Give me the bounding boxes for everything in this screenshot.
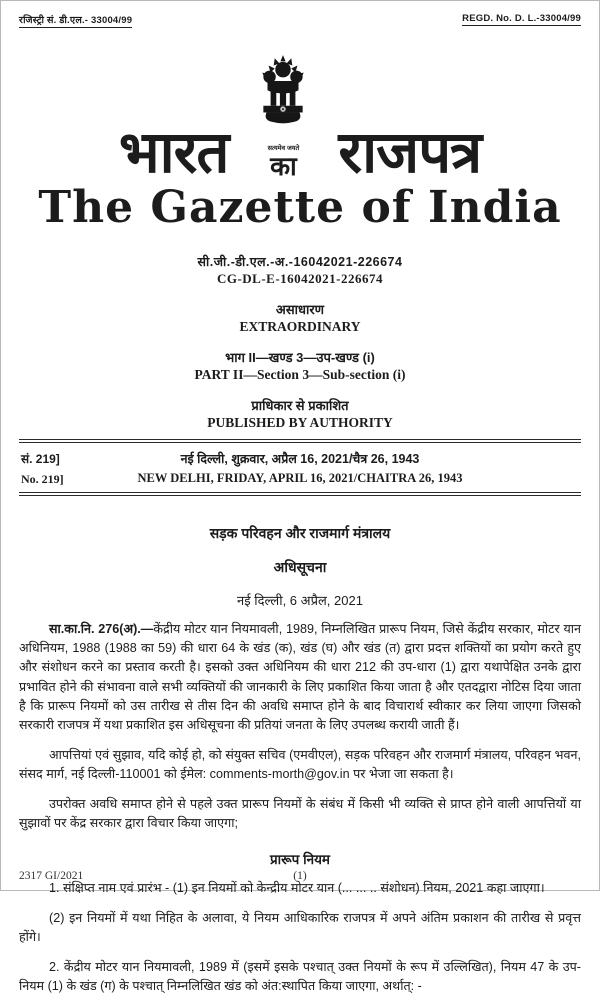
print-code: 2317 GI/2021	[19, 870, 84, 882]
issue-number-hindi: सं. 219]	[21, 452, 60, 467]
notification-heading: अधिसूचना	[273, 559, 327, 576]
paragraph-objections	[19, 746, 581, 784]
issue-number-english: No. 219]	[21, 472, 64, 487]
contact-email: comments-morth@gov.in	[209, 767, 350, 782]
masthead	[19, 54, 581, 186]
authority-english: PUBLISHED BY AUTHORITY	[207, 415, 393, 431]
page-footer	[19, 870, 581, 882]
objections-text-after: पर भेजा जा सकता है।	[349, 767, 454, 782]
paragraph-gsr-notice	[19, 620, 581, 735]
page-number: (1)	[293, 870, 307, 882]
registration-row	[19, 13, 581, 28]
national-emblem-icon	[252, 54, 314, 142]
gsr-notice-text: केंद्रीय मोटर यान नियमावली, 1989, निम्नलिखित प्रारूप नियम, जिसे केंद्रीय सरकार, मोटर यान अधिनियम, 1988 (1988 का 59) की धारा 64 के खंड (क), खंड (घ) और खंड (त) द्वारा प्रदत्त शक्तियों का प्रयोग करते हुए और संशोधन करने का प्रस्ताव करती है। इसको उक्त अधिनियम की धारा 212 की उप-धारा (1) द्वारा यथापेक्षित उनके द्वारा प्रभावित होने की संभावना वाले सभी व्यक्तियों की जानकारी के लिए प्रकाशित किया जाता है और एतदद्वारा नोटिस दिया जाता है कि प्रारूप नियमों को उस तारीख से तीस दिन की अवधि समाप्त होने के बाद विचारार्थ स्वीकार कर लिया जाएगा जिसको सरकारी राजपत्र में यथा प्रकाशित इस अधिसूचना की प्रतियां जनता के लिए उपलब्ध करायी जाती हैं।	[19, 622, 581, 732]
extraordinary-english: EXTRAORDINARY	[239, 319, 361, 335]
issue-date-hindi: नई दिल्ली, शुक्रवार, अप्रैल 16, 2021/चैत्र 26, 1943	[180, 452, 420, 467]
part-section-block	[19, 348, 581, 383]
gazette-code-block	[19, 253, 581, 287]
gazette-code-english: CG-DL-E-16042021-226674	[216, 271, 384, 287]
authority-hindi: प्राधिकार से प्रकाशित	[251, 398, 349, 414]
extraordinary-hindi: असाधारण	[275, 302, 325, 318]
issue-number-block	[21, 450, 64, 487]
gazette-title-english: The Gazette of India	[38, 182, 562, 233]
part-section-english: PART II—Section 3—Sub-section (i)	[194, 367, 406, 383]
separator-bottom	[19, 492, 581, 496]
rule-2: 2. केंद्रीय मोटर यान नियमावली, 1989 में (इसमें इसके पश्चात् उक्त नियमों के रूप में उल्लिखित), नियम 47 के उप-नियम (1) के खंड (ग) के पश्चात् निम्नलिखित खंड को अंत:स्थापित किया जाएगा, अर्थात्: -	[19, 960, 581, 994]
paragraph-consideration: उपरोक्त अवधि समाप्त होने से पहले उक्त प्रारूप नियमों के संबंध में किसी भी व्यक्ति से प्राप्त होने वाली आपत्तियों या सुझावों पर केंद्र सरकार द्वारा विचार किया जाएगा;	[19, 797, 581, 831]
part-section-hindi: भाग II—खण्ड 3—उप-खण्ड (i)	[225, 350, 375, 366]
authority-block	[19, 396, 581, 431]
ministry-heading: सड़क परिवहन और राजमार्ग मंत्रालय	[209, 525, 391, 542]
draft-rules-heading: प्रारूप नियम	[270, 851, 330, 867]
gazette-code-hindi: सी.जी.-डी.एल.-अ.-16042021-226674	[197, 255, 403, 270]
masthead-title-rajpatra: राजपत्र	[338, 117, 482, 186]
gsr-number: सा.का.नि. 276(अ).—	[49, 622, 154, 637]
emblem-motto: सत्यमेव जयते	[267, 145, 300, 152]
objections-text-before: आपत्तियां एवं सुझाव, यदि कोई हो, को संयुक्त सचिव (एमवीएल), सड़क परिवहन और राजमार्ग मंत्रालय, परिवहन भवन, संसद मार्ग, नई दिल्ली-110001 को ईमेल:	[19, 748, 581, 782]
masthead-title-ka: का	[270, 151, 297, 181]
masthead-emblem-block	[240, 54, 326, 179]
rule-1-clause-1: 1. संक्षिप्त नाम एवं प्रारंभ - (1) इन नियमों को केन्द्रीय मोटर यान (... ... .. संशोधन) नियम, 2021 कहा जाएगा।	[49, 880, 545, 895]
registry-number-english: REGD. No. D. L.-33004/99	[462, 13, 581, 24]
issue-date-english: NEW DELHI, FRIDAY, APRIL 16, 2021/CHAITRA 26, 1943	[137, 471, 463, 486]
place-date-line: नई दिल्ली, 6 अप्रैल, 2021	[237, 593, 363, 609]
rule-1-clause-2: (2) इन नियमों में यथा निहित के अलावा, ये नियम आधिकारिक राजपत्र में अपने अंतिम प्रकाशन की तारीख से प्रवृत्त होंगे।	[19, 910, 581, 944]
masthead-title-bharat: भारत	[118, 117, 229, 186]
issue-row	[19, 443, 581, 492]
extraordinary-block	[19, 300, 581, 335]
registry-number-hindi: रजिस्ट्री सं. डी.एल.- 33004/99	[19, 15, 133, 26]
